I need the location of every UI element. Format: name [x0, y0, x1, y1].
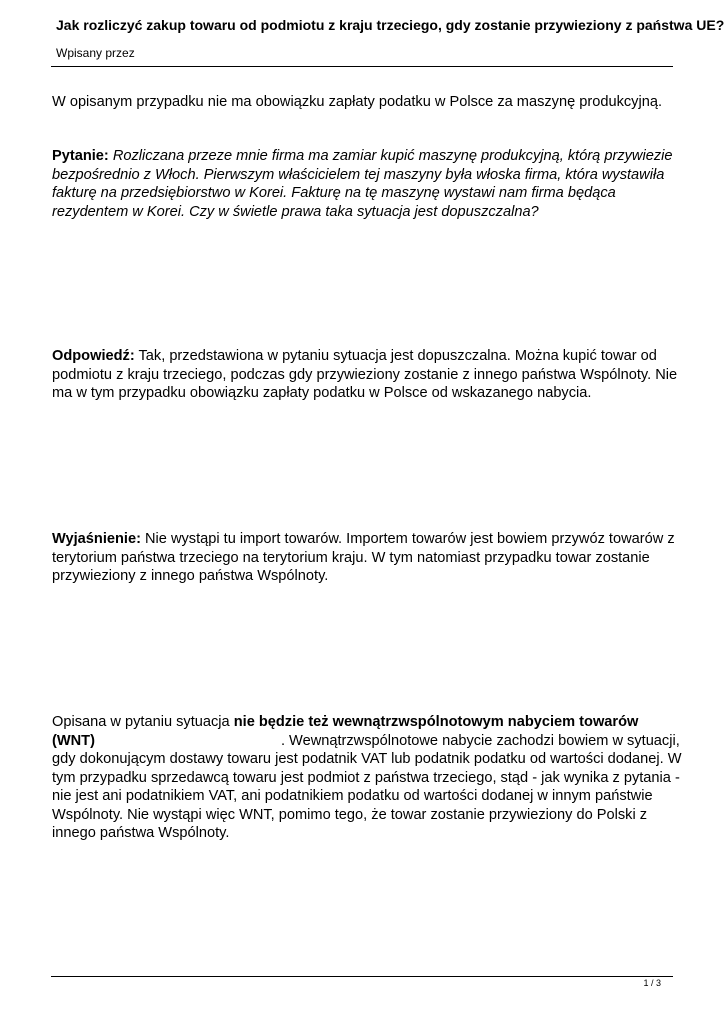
answer-text: Tak, przedstawiona w pytaniu sytuacja jest dopuszczalna. Można kupić towar od podmiotu z kraju trzeciego, podczas gdy przywieziony zostanie z innego państwa Wspólnoty. Nie ma w tym przypadku obowiązku zapłaty podatku w Polsce od wskazanego nabycia. [52, 348, 678, 401]
wnt-text: . Wewnątrzwspólnotowe nabycie zachodzi bowiem w sytuacji, gdy dokonującym dostawy towaru jest podatnik VAT lub podatnik podatku od wartości dodanej. W tym przypadku sprzedawcą towaru jest podmiot z państwa trzeciego, stąd - jak wynika z pytania - nie jest ani podatnikiem VAT, ani podatnikiem podatku od wartości dodanej w innym państwie Wspólnoty. Nie wystąpi więc WNT, pomimo tego, że towar zostanie przywieziony do Polski z innego państwa Wspólnoty. [52, 732, 682, 841]
footer-divider [51, 976, 673, 977]
question-paragraph [52, 147, 682, 221]
explanation-text: Nie wystąpi tu import towarów. Importem towarów jest bowiem przywóz towarów z terytorium państwa trzeciego na terytorium kraju. W tym natomiast przypadku towar zostanie przywieziony z innego państwa Wspólnoty. [52, 531, 675, 584]
answer-paragraph [52, 347, 682, 403]
intro-paragraph: W opisanym przypadku nie ma obowiązku zapłaty podatku w Polsce za maszynę produkcyjną. [52, 94, 662, 110]
wnt-prefix: Opisana w pytaniu sytuacja [52, 714, 234, 730]
wnt-paragraph [52, 713, 682, 843]
wnt-bold-text: nie będzie też wewnątrzwspólnotowym nabyciem towarów (WNT) [52, 714, 639, 749]
page-title: Jak rozliczyć zakup towaru od podmiotu z kraju trzeciego, gdy zostanie przywieziony z państwa UE? [56, 17, 725, 33]
explanation-label: Wyjaśnienie: [52, 531, 141, 547]
question-label: Pytanie: [52, 148, 109, 164]
author-label: Wpisany przez [56, 46, 135, 60]
question-text: Rozliczana przeze mnie firma ma zamiar kupić maszynę produkcyjną, którą przywiezie bezpośrednio z Włoch. Pierwszym właścicielem tej maszyny była włoska firma, która wystawiła fakturę na przedsiębiorstwo w Korei. Fakturę na tę maszynę wystawi nam firma będąca rezydentem w Korei. Czy w świetle prawa taka sytuacja jest dopuszczalna? [52, 148, 673, 220]
page-number: 1 / 3 [643, 978, 661, 988]
explanation-paragraph [52, 530, 682, 586]
header-divider [51, 66, 673, 67]
answer-label: Odpowiedź: [52, 348, 135, 364]
